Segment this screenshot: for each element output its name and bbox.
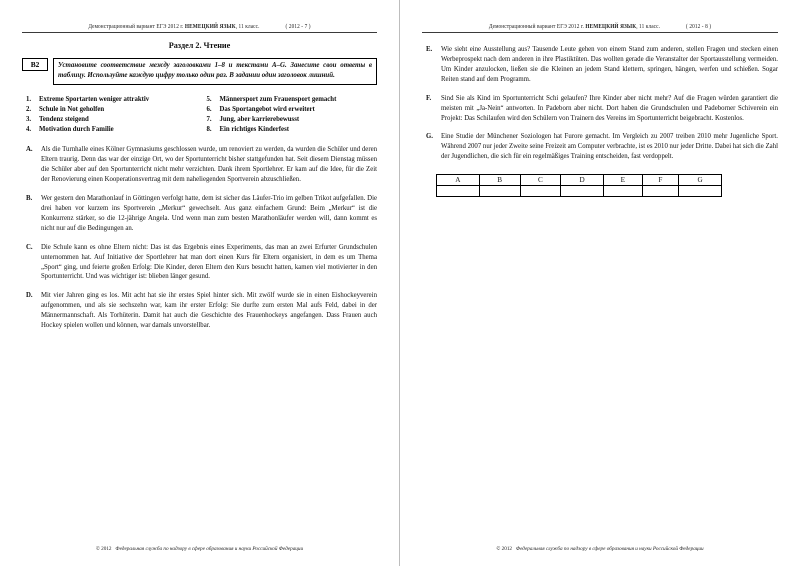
page-right [400,0,800,566]
task-number-badge: B2 [22,58,48,71]
headings-column-right [207,95,378,136]
paragraph-text: Wie sieht eine Ausstellung aus? Tausende Leute gehen von einem Stand zum anderen, stellen Fragen und stecken einen Werbeprospekt nach dem anderen in ihre Plastiktüten. Das wollten gerade die Veranstalter der Sportausstellung vermeiden. Um Kinder anzulocken, ließen sie die Kleinen an jedem Stand klettern, springen, hängen, werfen und schießen. Sogar Reiten stand auf dem Programm. [441,46,778,83]
answer-table-column-label: B [479,175,520,186]
answer-table[interactable] [436,174,722,197]
answer-cell-b[interactable] [479,186,520,197]
answer-table-column-label: A [437,175,480,186]
paragraph-text: Sind Sie als Kind im Sportunterricht Schi gelaufen? Ihre Kinder aber nicht mehr? Auf die Fragen würden garantiert die meisten mit „Ja-Nein“ antworten. In Padeborn aber nicht. Dort haben die Grundschulen und Padeborner Schiverein ein Projekt: Das Schilaufen wird den Schülern von Trainern des Vereins im Sportunterricht beigebracht. Kostenlos. [441,94,778,122]
heading-number: 5. [206,95,212,103]
heading-text: Ein richtiges Kinderfest [219,126,289,134]
paragraph-letter: D. [26,292,33,300]
heading-number: 1. [26,95,32,103]
heading-item [26,105,197,115]
footer-organization: Федеральная служба по надзору в сфере образования и науки Российской Федерации [115,545,304,553]
heading-item [26,95,197,105]
running-head-right [422,24,778,30]
paragraph-list-left [22,145,377,331]
heading-item [207,125,378,135]
paragraph-list-right [422,45,778,162]
answer-table-column-label: E [604,175,643,186]
heading-item [207,105,378,115]
heading-item [207,115,378,125]
heading-text: Extreme Sportarten weniger attraktiv [39,95,150,103]
headings-list [26,95,377,136]
header-rule [22,32,377,33]
paragraph-letter: G. [426,133,433,141]
answer-cell-f[interactable] [642,186,679,197]
paragraph-letter: F. [426,94,432,102]
paragraph-letter: A. [26,146,33,154]
footer-right [422,546,778,552]
heading-text: Jung, aber karrierebewusst [219,115,300,123]
answer-cell-e[interactable] [604,186,643,197]
text-paragraph [426,45,778,85]
heading-number: 6. [206,105,212,113]
heading-number: 8. [206,126,212,134]
answer-cell-d[interactable] [561,186,604,197]
heading-text: Schule in Not geholfen [39,105,105,113]
paragraph-letter: E. [426,46,433,53]
heading-item [207,95,378,105]
text-paragraph [26,291,377,331]
answer-cell-a[interactable] [437,186,480,197]
answer-cell-g[interactable] [679,186,722,197]
heading-item [26,115,197,125]
text-paragraph [26,145,377,185]
heading-item [26,125,197,135]
text-paragraph [426,94,778,124]
footer-copyright: © 2012 [496,545,513,553]
heading-number: 2. [26,105,32,113]
task-block [22,58,377,85]
headings-column-left [26,95,197,136]
footer-copyright: © 2012 [95,545,112,553]
paragraph-text: Die Schule kann es ohne Eltern nicht: Das ist das Ergebnis eines Experiments, das man an zwei Erfurter Grundschulen unternommen hat. Auf Initiative der Sportlehrer hat man dort einen Kurs für Eltern organisiert, in dem es um Thema „Sport“ ging, und feierte großen Erfolg: Die Kinder, deren Eltern den Kurs besucht hatten, kamen viel motivierter in den Sportunterricht. Und was wichtiger ist: blieben länger gesund. [41,243,377,281]
footer-organization: Федеральная служба по надзору в сфере образования и науки Российской Федерации [515,545,704,553]
heading-text: Männersport zum Frauensport gemacht [219,95,337,103]
section-title: Раздел 2. Чтение [168,41,231,50]
text-paragraph [26,243,377,283]
heading-number: 3. [26,115,32,123]
heading-number: 4. [26,126,32,134]
running-head-text: Демонстрационный вариант ЕГЭ 2012 г. НЕМЕЦКИЙ ЯЗЫК, 11 класс. [88,23,260,31]
text-paragraph [26,194,377,234]
paragraph-letter: C. [26,243,33,251]
running-head-grade: , 11 класс. [636,23,661,31]
paragraph-text: Mit vier Jahren ging es los. Mit acht hat sie ihr erstes Spiel hinter sich. Mit zwölf wurde sie in einen Eishockeyverein aufgenommen, und als sie sechszehn war, kam ihr erster Erfolg: Sie durfte zum ersten Mal aufs Feld, dabei in der Männermannschaft. Als Torhüterin. Damit hat auch die Geschichte des Frauenhockeys angefangen. Dass Frauen auch Hockey spielen wollen und können, war damals unvorstellbar. [41,292,377,330]
text-paragraph [426,132,778,162]
answer-cell-c[interactable] [520,186,561,197]
paragraph-text: Als die Turnhalle eines Kölner Gymnasiums geschlossen wurde, um renoviert zu werden, da wurden die Schüler und deren Eltern traurig. Denn das war der einzige Ort, wo der Sportunterricht bisher stattgefunden hat. Seit diesem Dienstag müssen die Schüler aber auf den Sportunterricht nicht mehr verzichten. Dank ihrem Sportlehrer. Er kam auf die Idee, für die Zeit der Renovierung einen Kooperationsvertrag mit dem naheliegenden Sportverein abzuschließen. [41,146,377,184]
running-head-subject: НЕМЕЦКИЙ ЯЗЫК [184,23,236,31]
footer-left [22,546,377,552]
running-head-left [22,24,377,30]
running-head-subject: НЕМЕЦКИЙ ЯЗЫК [585,23,637,31]
paragraph-text: Eine Studie der Münchener Soziologen hat Furore gemacht. Im Vergleich zu 2007 treiben 2010 mehr Jugenliche Sport. Während 2007 nur jeder Zweite seine Freizeit am Computer verbrachte, ist es 2010 nur jeder Dritte. Dabei hat sich die Zahl der Jugendlichen, die sich für ein regelmäßiges Training entscheiden, fast verdoppelt. [441,133,778,161]
header-rule [422,32,778,33]
page-marker: ( 2012 - 7 ) [285,23,311,31]
answer-table-column-label: F [642,175,679,186]
page-marker: ( 2012 - 8 ) [686,23,712,31]
answer-table-column-label: D [561,175,604,186]
running-head-text: Демонстрационный вариант ЕГЭ 2012 г. НЕМЕЦКИЙ ЯЗЫК, 11 класс. [488,23,661,31]
task-instruction: Установите соответствие между заголовками 1–8 и текстами A–G. Занесите свои ответы в таблицу. Используйте каждую цифру только один раз. В задании один заголовок лишний. [53,58,377,85]
heading-text: Das Sportangebot wird erweitert [219,105,315,113]
answer-table-column-label: C [520,175,561,186]
answer-table-header-row [437,175,722,186]
heading-text: Tendenz steigend [39,115,89,123]
answer-table-input-row [437,186,722,197]
paragraph-letter: B. [26,195,33,203]
paragraph-text: Wer gestern den Marathonlauf in Göttingen verfolgt hatte, dem ist sicher das Läufer-Trio im gelben Trikot aufgefallen. Die drei haben vor kurzem ins Sportverein „Merkur“ gewechselt. Aus ganz einfachem Grund: Beim „Merkur“ ist die Konkurrenz stärker, so die 12-jährige Angela. Und wenn man zum besten Marathonläufer werden will, dann kommt es nicht nur auf die Bedingungen an. [41,195,377,232]
heading-text: Motivation durch Familie [39,126,114,134]
heading-number: 7. [206,115,212,123]
running-head-grade: , 11 класс. [235,23,260,31]
answer-table-column-label: G [679,175,722,186]
